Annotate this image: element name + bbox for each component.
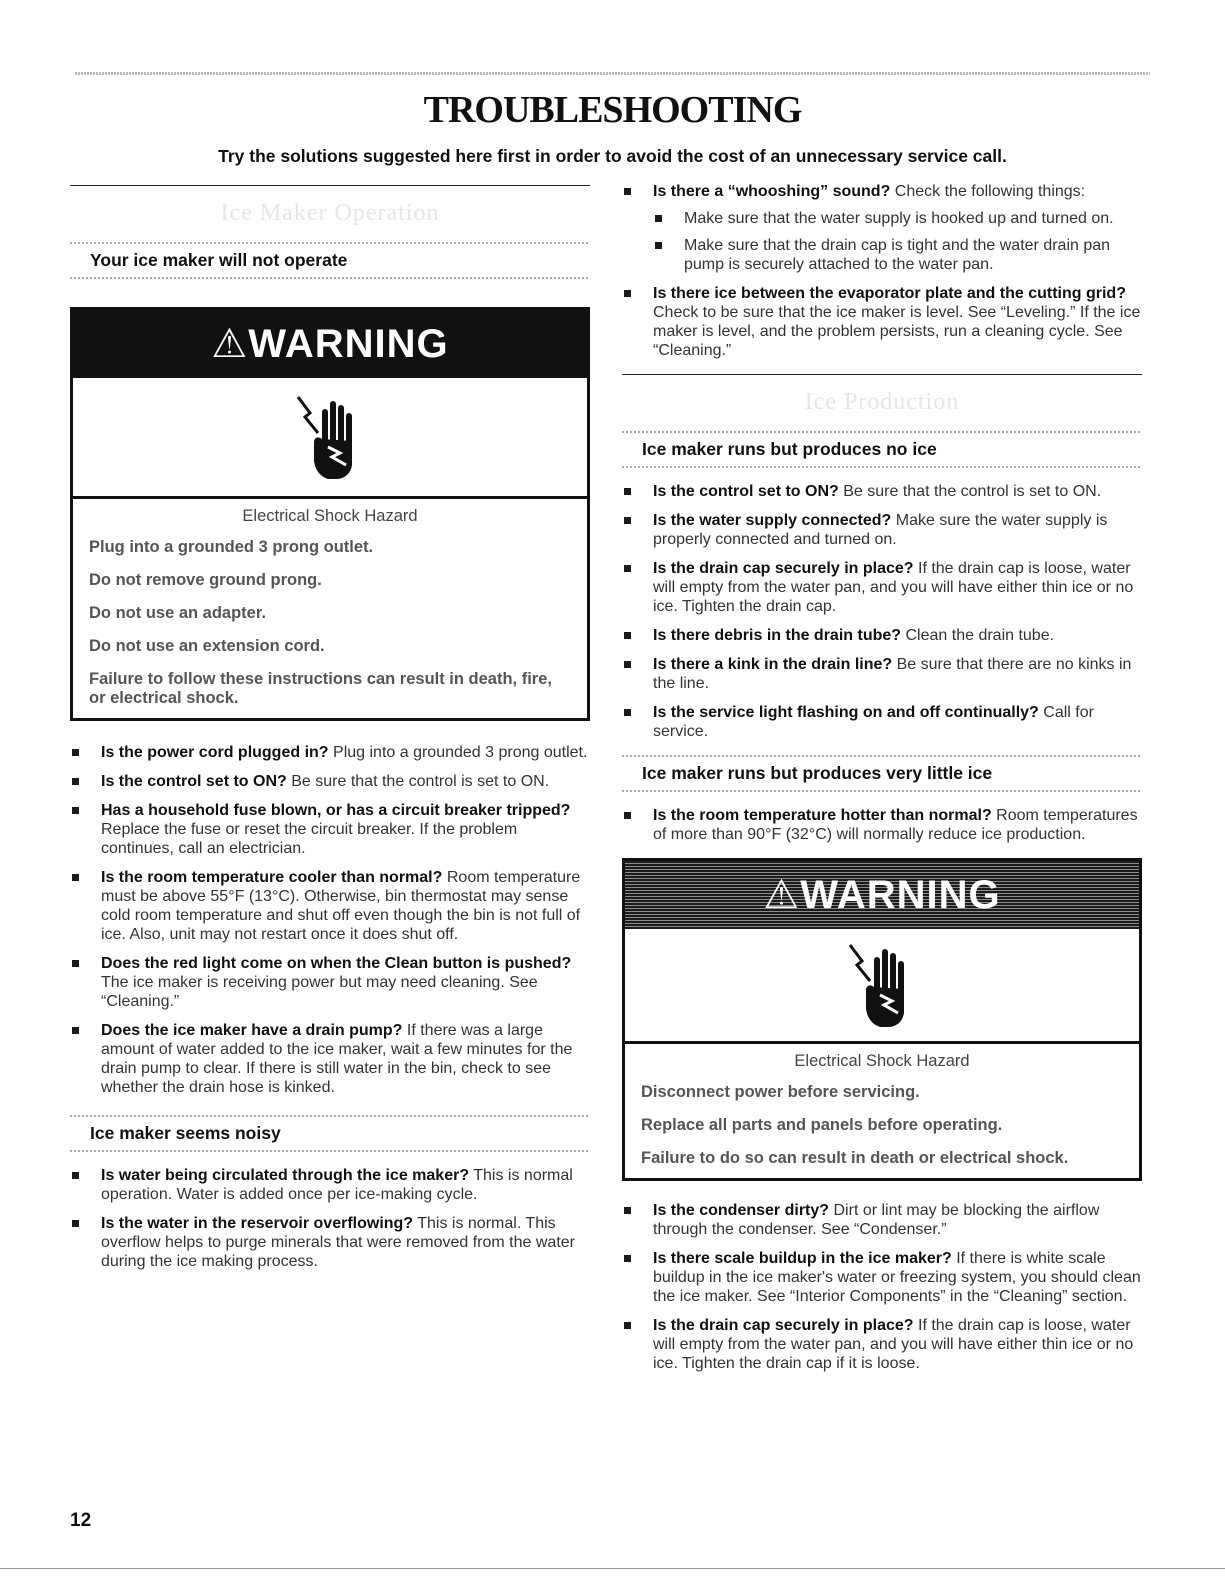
dotted-rule (70, 1150, 590, 1152)
warning-line: Replace all parts and panels before operating. (641, 1116, 1003, 1134)
sub-list-item: Make sure that the water supply is hooked up and turned on. (653, 209, 1142, 228)
hazard-label: Electrical Shock Hazard (242, 507, 418, 525)
list-item: Is there ice between the evaporator plate and the cutting grid? Check to be sure that the ice maker is level. See “Leveling.” If the ice maker is level, and the problem persists, run a cleaning cycle. See “Cleaning.” (622, 284, 1142, 360)
list-item: Is the water supply connected? Make sure the water supply is properly connected and turned on. (622, 511, 1142, 549)
warning-triangle-icon: ⚠ (763, 873, 801, 917)
electric-shock-hand-icon (846, 939, 918, 1031)
electric-shock-hand-icon (294, 391, 366, 483)
list-item: Is there debris in the drain tube? Clean the drain tube. (622, 626, 1142, 645)
hazard-label: Electrical Shock Hazard (794, 1052, 970, 1070)
list-item: Is the condenser dirty? Dirt or lint may be blocking the airflow through the condenser. See “Condenser.” (622, 1201, 1142, 1239)
subsection-heading-will-not-operate: Your ice maker will not operate (90, 250, 348, 270)
list-will-not-operate (70, 743, 590, 1097)
list-item: Is the room temperature cooler than normal? Room temperature must be above 55°F (13°C). Otherwise, bin thermostat may sense cold room temperature and shut off even though the bin is not full of ice. Also, unit may not restart once it does shut off. (70, 868, 590, 944)
warning-title: WARNING (800, 873, 1001, 917)
subsection-heading-little-ice: Ice maker runs but produces very little ice (642, 763, 993, 783)
sub-list (653, 209, 1142, 274)
subsection-heading-noisy: Ice maker seems noisy (90, 1123, 281, 1143)
warning-line: Do not use an extension cord. (89, 637, 325, 655)
page-title: TROUBLESHOOTING (423, 89, 802, 131)
left-column (70, 185, 590, 1281)
warning-icon-area (73, 378, 587, 499)
list-item: Is the room temperature hotter than normal? Room temperatures of more than 90°F (32°C) will normally reduce ice production. (622, 806, 1142, 844)
list-item: Has a household fuse blown, or has a circuit breaker tripped? Replace the fuse or reset the circuit breaker. If the problem continues, call an electrician. (70, 801, 590, 858)
warning-header (73, 310, 587, 378)
warning-line: Disconnect power before servicing. (641, 1083, 920, 1101)
list-item: Does the ice maker have a drain pump? If there was a large amount of water added to the ice maker, wait a few minutes for the drain pump to clear. If there is still water in the bin, check to see whether the drain hose is kinked. (70, 1021, 590, 1097)
warning-box-shock-plug (70, 307, 590, 721)
section-title-ice-maker-operation: Ice Maker Operation (220, 200, 440, 226)
list-continued (622, 182, 1142, 360)
warning-triangle-icon: ⚠ (211, 322, 249, 366)
right-column (622, 182, 1142, 1383)
warning-header (625, 861, 1139, 929)
warning-body (73, 499, 587, 718)
page-number: 12 (70, 1510, 92, 1531)
list-item: Does the red light come on when the Clean button is pushed? The ice maker is receiving power but may need cleaning. See “Cleaning.” (70, 954, 590, 1011)
list-item: Is there a “whooshing” sound? Check the following things: Make sure that the water supply is hooked up and turned on. Make sure that the drain cap is tight and the water drain pan pump is securely attached to the water pan. (622, 182, 1142, 274)
sub-list-item: Make sure that the drain cap is tight and the water drain pan pump is securely attached to the water pan. (653, 236, 1142, 274)
list-item: Is the control set to ON? Be sure that the control is set to ON. (70, 772, 590, 791)
subsection-heading-no-ice: Ice maker runs but produces no ice (642, 439, 937, 459)
dotted-rule (622, 790, 1142, 792)
list-item: Is the drain cap securely in place? If the drain cap is loose, water will empty from the water pan, and you will have either thin ice or no ice. Tighten the drain cap. (622, 559, 1142, 616)
list-item: Is the drain cap securely in place? If the drain cap is loose, water will empty from the water pan, and you will have either thin ice or no ice. Tighten the drain cap if it is loose. (622, 1316, 1142, 1373)
list-item: Is the service light flashing on and off continually? Call for service. (622, 703, 1142, 741)
warning-line: Failure to follow these instructions can result in death, fire, or electrical shock. (89, 670, 552, 707)
warning-title: WARNING (248, 322, 449, 366)
list-item: Is the control set to ON? Be sure that the control is set to ON. (622, 482, 1142, 501)
list-little-ice-continued (622, 1201, 1142, 1373)
page-subtitle: Try the solutions suggested here first in order to avoid the cost of an unnecessary service call. (218, 146, 1007, 166)
warning-icon-area (625, 929, 1139, 1044)
warning-body (625, 1044, 1139, 1178)
dotted-rule (622, 466, 1142, 468)
warning-line: Do not use an adapter. (89, 604, 266, 622)
list-item: Is there scale buildup in the ice maker? If there is white scale buildup in the ice maker's water or freezing system, you should clean the ice maker. See “Interior Components” in the “Cleaning” section. (622, 1249, 1142, 1306)
bottom-rule (0, 1568, 1225, 1569)
list-item: Is there a kink in the drain line? Be sure that there are no kinks in the line. (622, 655, 1142, 693)
list-item: Is the water in the reservoir overflowing? This is normal. This overflow helps to purge minerals that were removed from the water during the ice making process. (70, 1214, 590, 1271)
section-title-ice-production: Ice Production (804, 389, 960, 415)
list-noisy (70, 1166, 590, 1271)
warning-line: Do not remove ground prong. (89, 571, 322, 589)
list-little-ice (622, 806, 1142, 844)
list-no-ice (622, 482, 1142, 741)
top-dotted-rule (75, 72, 1150, 75)
list-item: Is water being circulated through the ice maker? This is normal operation. Water is added once per ice-making cycle. (70, 1166, 590, 1204)
warning-box-shock-service (622, 858, 1142, 1181)
warning-line: Plug into a grounded 3 prong outlet. (89, 538, 374, 556)
dotted-rule (70, 277, 590, 279)
list-item: Is the power cord plugged in? Plug into a grounded 3 prong outlet. (70, 743, 590, 762)
warning-line: Failure to do so can result in death or electrical shock. (641, 1149, 1069, 1167)
